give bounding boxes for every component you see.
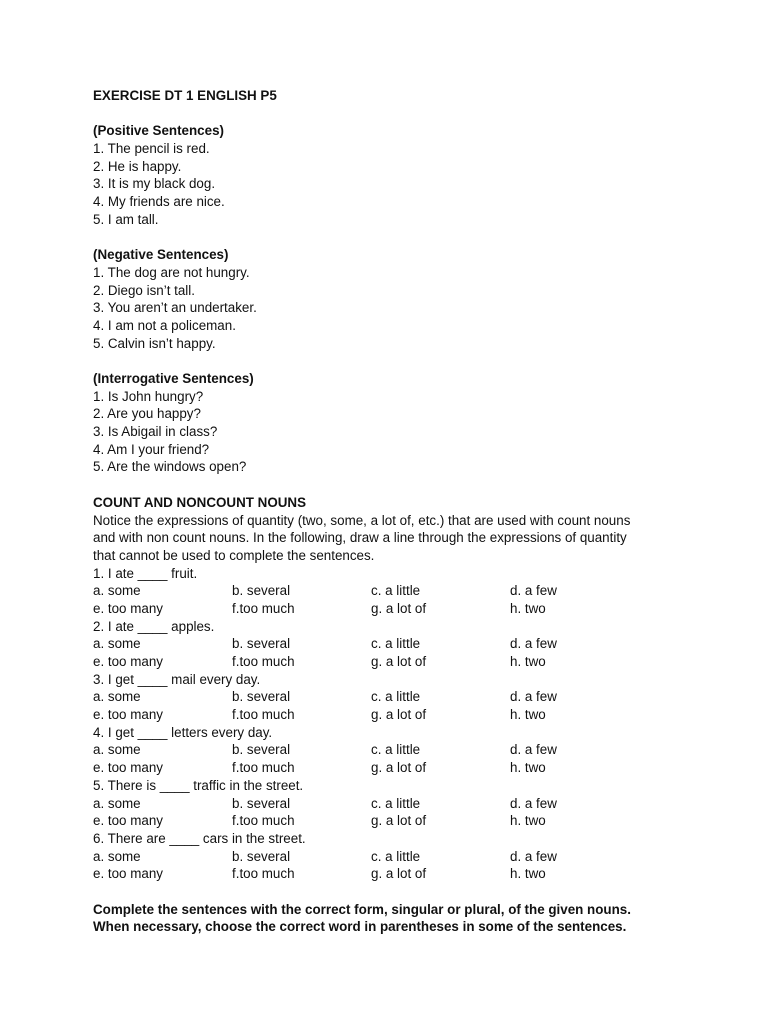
sentence-item: 2. Are you happy? xyxy=(93,406,201,422)
sentence-item: 4. Am I your friend? xyxy=(93,441,210,457)
sentence-item: 1. The dog are not hungry. xyxy=(93,264,250,280)
final-instruction xyxy=(93,901,693,936)
option-row xyxy=(93,812,693,830)
option-row xyxy=(93,706,693,724)
document-page xyxy=(93,87,693,936)
question-text: 5. There is ____ traffic in the street. xyxy=(93,777,304,793)
sentence-item: 3. You aren’t an undertaker. xyxy=(93,300,257,316)
instruction-line: Notice the expressions of quantity (two, some, a lot of, etc.) that are used with count nouns xyxy=(93,512,631,528)
question-block xyxy=(93,565,693,618)
option: e. too many xyxy=(93,760,163,776)
option: a. some xyxy=(93,848,141,864)
question-text: 4. I get ____ letters every day. xyxy=(93,724,273,740)
option-row xyxy=(93,688,693,706)
option: f.too much xyxy=(232,654,295,669)
option-row xyxy=(93,865,693,883)
option: c. a little xyxy=(371,636,421,652)
option-row xyxy=(93,741,693,759)
section-heading: (Positive Sentences) xyxy=(93,123,224,139)
option: d. a few xyxy=(510,583,557,599)
question-block xyxy=(93,830,693,883)
option-row xyxy=(93,635,693,653)
instruction-line: When necessary, choose the correct word in parentheses in some of the sentences. xyxy=(93,919,627,935)
positive-section xyxy=(93,122,693,228)
option: f.too much xyxy=(232,866,295,882)
option: a. some xyxy=(93,795,141,811)
option: c. a little xyxy=(371,742,421,758)
option: f.too much xyxy=(232,813,295,829)
option: f.too much xyxy=(232,707,295,723)
option: b. several xyxy=(232,742,291,758)
question-block xyxy=(93,777,693,830)
option: g. a lot of xyxy=(371,707,427,723)
option: c. a little xyxy=(371,795,421,811)
option: h. two xyxy=(510,866,546,882)
option: h. two xyxy=(510,760,546,776)
option: c. a little xyxy=(371,583,421,599)
question-text: 1. I ate ____ fruit. xyxy=(93,565,198,581)
sentence-item: 1. Is John hungry? xyxy=(93,388,204,404)
option-row xyxy=(93,848,693,866)
option: c. a little xyxy=(371,689,421,705)
option: e. too many xyxy=(93,813,163,829)
option: d. a few xyxy=(510,795,557,811)
option: b. several xyxy=(232,689,291,705)
sentence-item: 5. Calvin isn’t happy. xyxy=(93,335,216,351)
option-row xyxy=(93,600,693,618)
option: a. some xyxy=(93,742,141,758)
option: a. some xyxy=(93,689,141,705)
option: g. a lot of xyxy=(371,600,427,616)
option: h. two xyxy=(510,600,546,616)
sentence-item: 3. Is Abigail in class? xyxy=(93,424,218,440)
option: f.too much xyxy=(232,760,295,776)
option-row xyxy=(93,582,693,600)
option-row xyxy=(93,759,693,777)
instruction-line: that cannot be used to complete the sentences. xyxy=(93,547,375,563)
option: g. a lot of xyxy=(371,813,427,829)
option: h. two xyxy=(510,813,546,829)
negative-section xyxy=(93,246,693,352)
sentence-item: 3. It is my black dog. xyxy=(93,176,216,192)
document-title: EXERCISE DT 1 ENGLISH P5 xyxy=(93,88,277,103)
option: h. two xyxy=(510,654,546,669)
section-heading: (Negative Sentences) xyxy=(93,247,229,263)
question-block xyxy=(93,724,693,777)
instruction-line: and with non count nouns. In the following, draw a line through the expressions of quantity xyxy=(93,530,627,546)
option: b. several xyxy=(232,636,291,652)
sentence-item: 4. My friends are nice. xyxy=(93,194,225,210)
option: h. two xyxy=(510,707,546,723)
option: g. a lot of xyxy=(371,654,427,669)
sentence-item: 2. Diego isn’t tall. xyxy=(93,282,195,298)
question-block xyxy=(93,671,693,724)
section-heading: COUNT AND NONCOUNT NOUNS xyxy=(93,494,307,510)
interrogative-section xyxy=(93,370,693,476)
option: b. several xyxy=(232,583,291,599)
option: e. too many xyxy=(93,600,163,616)
option: d. a few xyxy=(510,742,557,758)
question-text: 6. There are ____ cars in the street. xyxy=(93,830,306,846)
instruction-line: Complete the sentences with the correct form, singular or plural, of the given nouns. xyxy=(93,901,631,917)
option: e. too many xyxy=(93,866,163,882)
question-text: 3. I get ____ mail every day. xyxy=(93,671,261,687)
question-block xyxy=(93,618,693,671)
option: b. several xyxy=(232,795,291,811)
option: e. too many xyxy=(93,654,163,669)
count-noncount-section xyxy=(93,494,693,883)
sentence-item: 1. The pencil is red. xyxy=(93,141,210,157)
option: c. a little xyxy=(371,848,421,864)
option: g. a lot of xyxy=(371,760,427,776)
option: e. too many xyxy=(93,707,163,723)
option: d. a few xyxy=(510,848,557,864)
sentence-item: 4. I am not a policeman. xyxy=(93,317,236,333)
option: a. some xyxy=(93,583,141,599)
section-heading: (Interrogative Sentences) xyxy=(93,371,254,386)
question-text: 2. I ate ____ apples. xyxy=(93,618,215,634)
option: d. a few xyxy=(510,636,557,652)
sentence-item: 5. Are the windows open? xyxy=(93,459,247,475)
option-row xyxy=(93,653,693,671)
option: d. a few xyxy=(510,689,557,705)
option-row xyxy=(93,795,693,813)
sentence-item: 5. I am tall. xyxy=(93,211,159,227)
option: f.too much xyxy=(232,600,295,616)
option: g. a lot of xyxy=(371,866,427,882)
option: a. some xyxy=(93,636,141,652)
sentence-item: 2. He is happy. xyxy=(93,158,182,174)
option: b. several xyxy=(232,848,291,864)
